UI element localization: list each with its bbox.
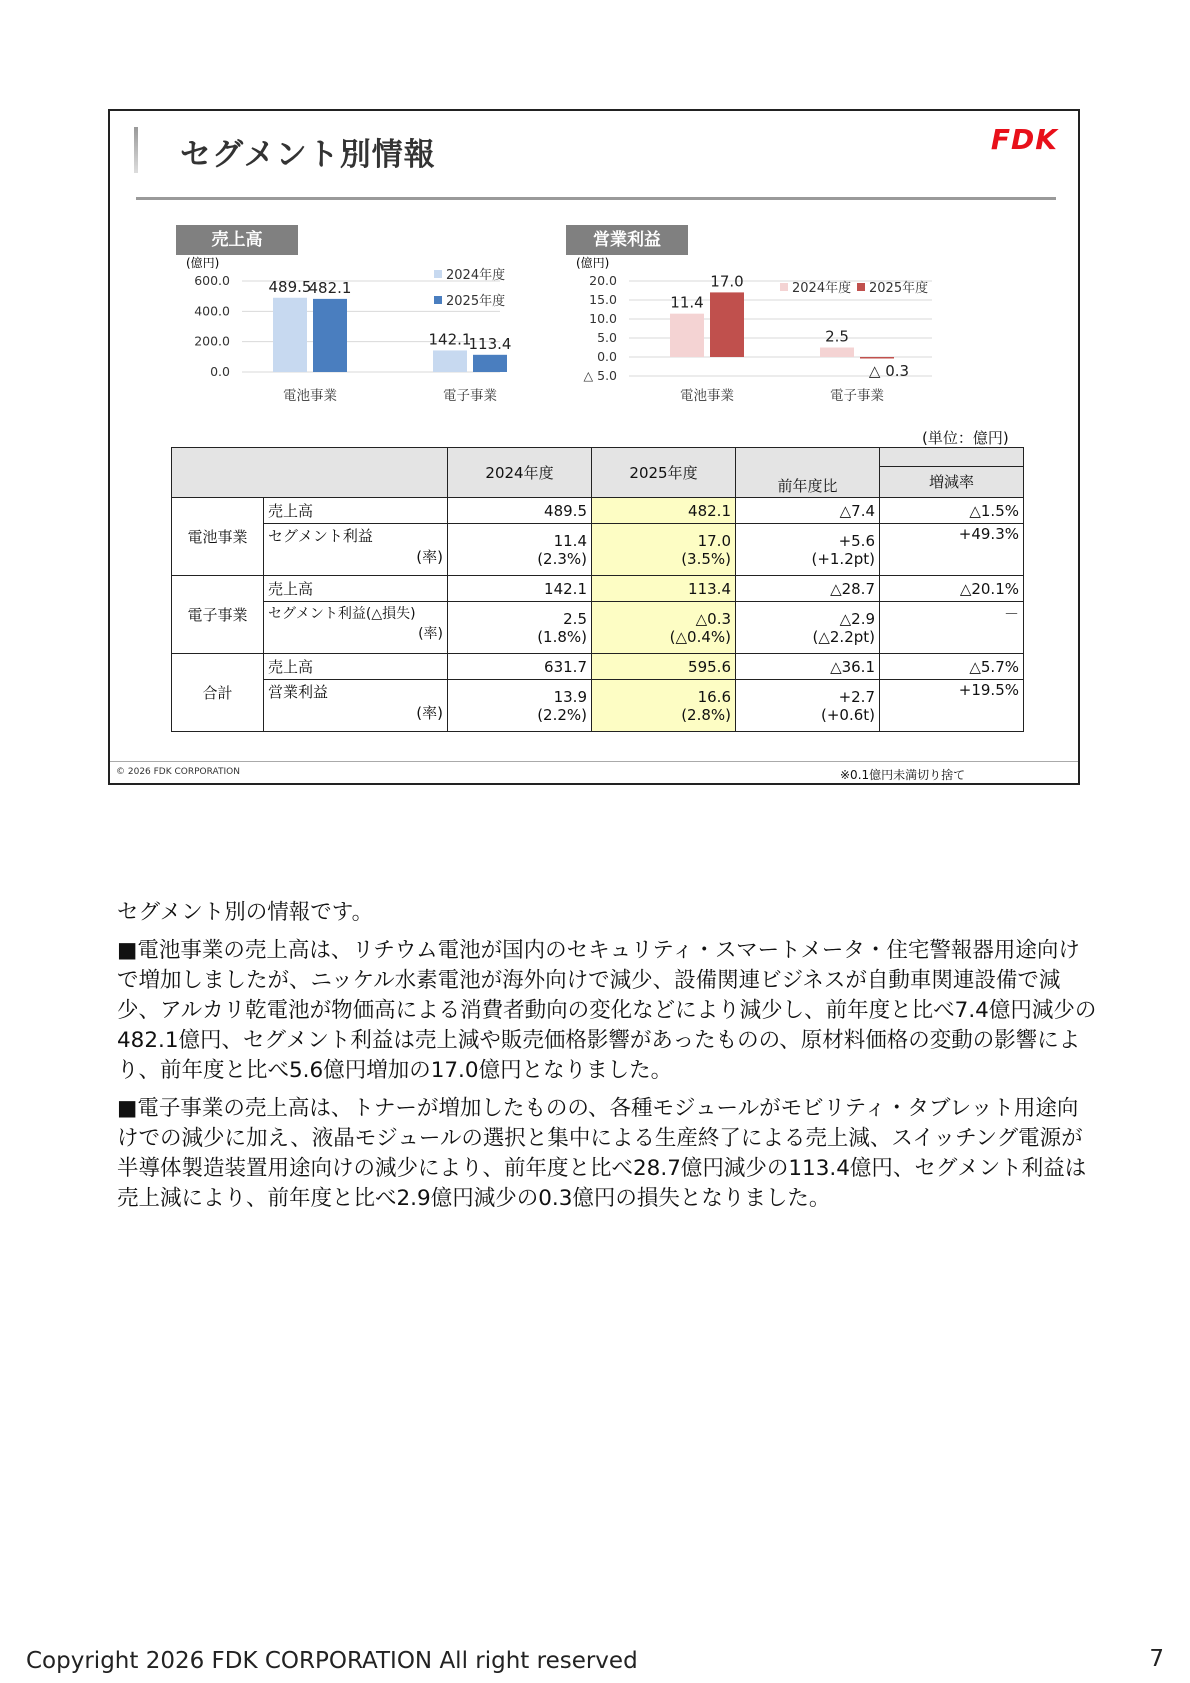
table-row [172,680,1024,732]
slide-footer-divider [110,761,1078,762]
table-row [172,498,1024,524]
table-row [172,654,1024,680]
x-category-label: 電子事業 [443,388,497,404]
group-battery: 電池事業 [172,498,264,576]
y-unit-label: (億円) [186,256,220,270]
header-2025: 2025年度 [592,448,736,498]
commentary-battery: ■電池事業の売上高は、リチウム電池が国内のセキュリティ・スマートメータ・住宅警報器用途向けで増加しましたが、ニッケル水素電池が海外向けで減少、設備関連ビジネスが自動車関連設備で減少、アルカリ乾電池が物価高による消費者動向の変化などにより減少し、前年度と比べ7.4億円減少の482.1億円、セグメント利益は売上減や販売価格影響があったものの、原材料価格の変動の影響により、前年度と比べ5.6億円増加の17.0億円となりました。 [117,938,1097,1083]
row-label: セグメント利益 (率) [264,524,448,576]
slide-copyright: © 2026 FDK CORPORATION [116,767,240,777]
bar-2024年度 [433,350,467,372]
cell-yoy: △36.1 [736,654,880,680]
title-divider [136,197,1056,200]
cell-2024: 489.5 [448,498,592,524]
cell-2025: 17.0 (3.5%) [592,524,736,576]
row-label: 売上高 [264,498,448,524]
x-category-label: 電池事業 [680,388,734,404]
bar-2025年度 [313,299,347,372]
table-corner [172,448,448,498]
legend-swatch [434,296,442,304]
y-tick-label: △ 5.0 [583,368,617,383]
data-label: 142.1 [428,330,472,349]
x-category-label: 電池事業 [283,388,337,404]
data-label: △ 0.3 [868,362,910,381]
cell-yoy: +5.6 (+1.2pt) [736,524,880,576]
slide-title: セグメント別情報 [180,137,436,173]
header-2024: 2024年度 [448,448,592,498]
segment-table [171,447,1024,732]
legend-entry: 2024年度 [446,268,506,283]
legend-entry: 2025年度 [446,294,506,309]
header-rate: 増減率 [880,466,1024,497]
group-total: 合計 [172,654,264,732]
y-tick-label: 0.0 [210,364,230,379]
legend-swatch [780,283,788,291]
commentary-electronics: ■電子事業の売上高は、トナーが増加したものの、各種モジュールがモビリティ・タブレット用途向けでの減少に加え、液晶モジュールの選択と集中による生産終了による売上減、スイッチング電源が半導体製造装置用途向けの減少により、前年度と比べ28.7億円減少の113.4億円、セグメント利益は売上減により、前年度と比べ2.9億円減少の0.3億円の損失となりました。 [117,1096,1087,1211]
row-label: 売上高 [264,576,448,602]
table-row [172,602,1024,654]
cell-yoy: △28.7 [736,576,880,602]
y-tick-label: 600.0 [194,273,230,288]
table-row [172,576,1024,602]
commentary [117,898,1097,1222]
bar-2025年度 [473,355,507,372]
cell-2025: 595.6 [592,654,736,680]
bar-2024年度 [820,348,854,358]
cell-yoy: △2.9 (△2.2pt) [736,602,880,654]
group-electronics: 電子事業 [172,576,264,654]
commentary-intro: セグメント別の情報です。 [117,900,374,925]
sales-chart [170,255,560,435]
y-tick-label: 400.0 [194,303,230,319]
legend-entry: 2024年度 [792,281,852,296]
y-tick-label: 20.0 [589,273,617,288]
cell-2024: 142.1 [448,576,592,602]
cell-2025: 113.4 [592,576,736,602]
y-unit-label: (億円) [576,256,610,270]
data-label: 489.5 [268,277,312,296]
bar-2024年度 [670,314,704,357]
data-label: 2.5 [825,327,849,346]
table-header-row [172,448,1024,467]
bar-2024年度 [273,298,307,372]
row-label: 営業利益 (率) [264,680,448,732]
rounding-note: ※0.1億円未満切り捨て [840,768,966,782]
profit-chart [562,255,962,435]
page-copyright: Copyright 2026 FDK CORPORATION All right reserved [26,1648,638,1674]
cell-2025: 482.1 [592,498,736,524]
title-accent-bar [134,127,138,173]
page-number: 7 [1149,1646,1164,1672]
unit-note: (単位：億円) [922,429,1009,447]
cell-yoy: +2.7 (+0.6t) [736,680,880,732]
profit-chart-tag: 営業利益 [566,225,688,255]
row-label: 売上高 [264,654,448,680]
y-tick-label: 15.0 [589,292,617,307]
y-tick-label: 5.0 [597,330,617,345]
legend-swatch [857,283,865,291]
cell-2025: △0.3 (△0.4%) [592,602,736,654]
cell-2024: 2.5 (1.8%) [448,602,592,654]
cell-2025: 16.6 (2.8%) [592,680,736,732]
row-label: セグメント利益(△損失) (率) [264,602,448,654]
cell-rate: △1.5% [880,498,1024,524]
legend-entry: 2025年度 [869,281,929,296]
legend-swatch [434,270,442,278]
cell-rate: +19.5% [880,680,1024,732]
y-tick-label: 200.0 [194,333,230,349]
table-row [172,524,1024,576]
cell-2024: 13.9 (2.2%) [448,680,592,732]
cell-2024: 631.7 [448,654,592,680]
bar-2025年度 [860,357,894,359]
y-tick-label: 0.0 [597,349,617,364]
cell-rate: △20.1% [880,576,1024,602]
data-label: 17.0 [710,272,744,291]
cell-rate: +49.3% [880,524,1024,576]
slide-panel [108,109,1080,785]
cell-2024: 11.4 (2.3%) [448,524,592,576]
cell-rate: － [880,602,1024,654]
data-label: 113.4 [468,334,512,353]
y-tick-label: 10.0 [589,311,617,326]
data-label: 482.1 [308,278,352,297]
data-label: 11.4 [670,293,704,312]
bar-2025年度 [710,292,744,357]
x-category-label: 電子事業 [830,388,884,404]
fdk-logo: FDK [990,123,1058,156]
cell-rate: △5.7% [880,654,1024,680]
header-yoy: 前年度比 [736,448,880,498]
cell-yoy: △7.4 [736,498,880,524]
sales-chart-tag: 売上高 [176,225,298,255]
header-rate-top [880,448,1024,467]
